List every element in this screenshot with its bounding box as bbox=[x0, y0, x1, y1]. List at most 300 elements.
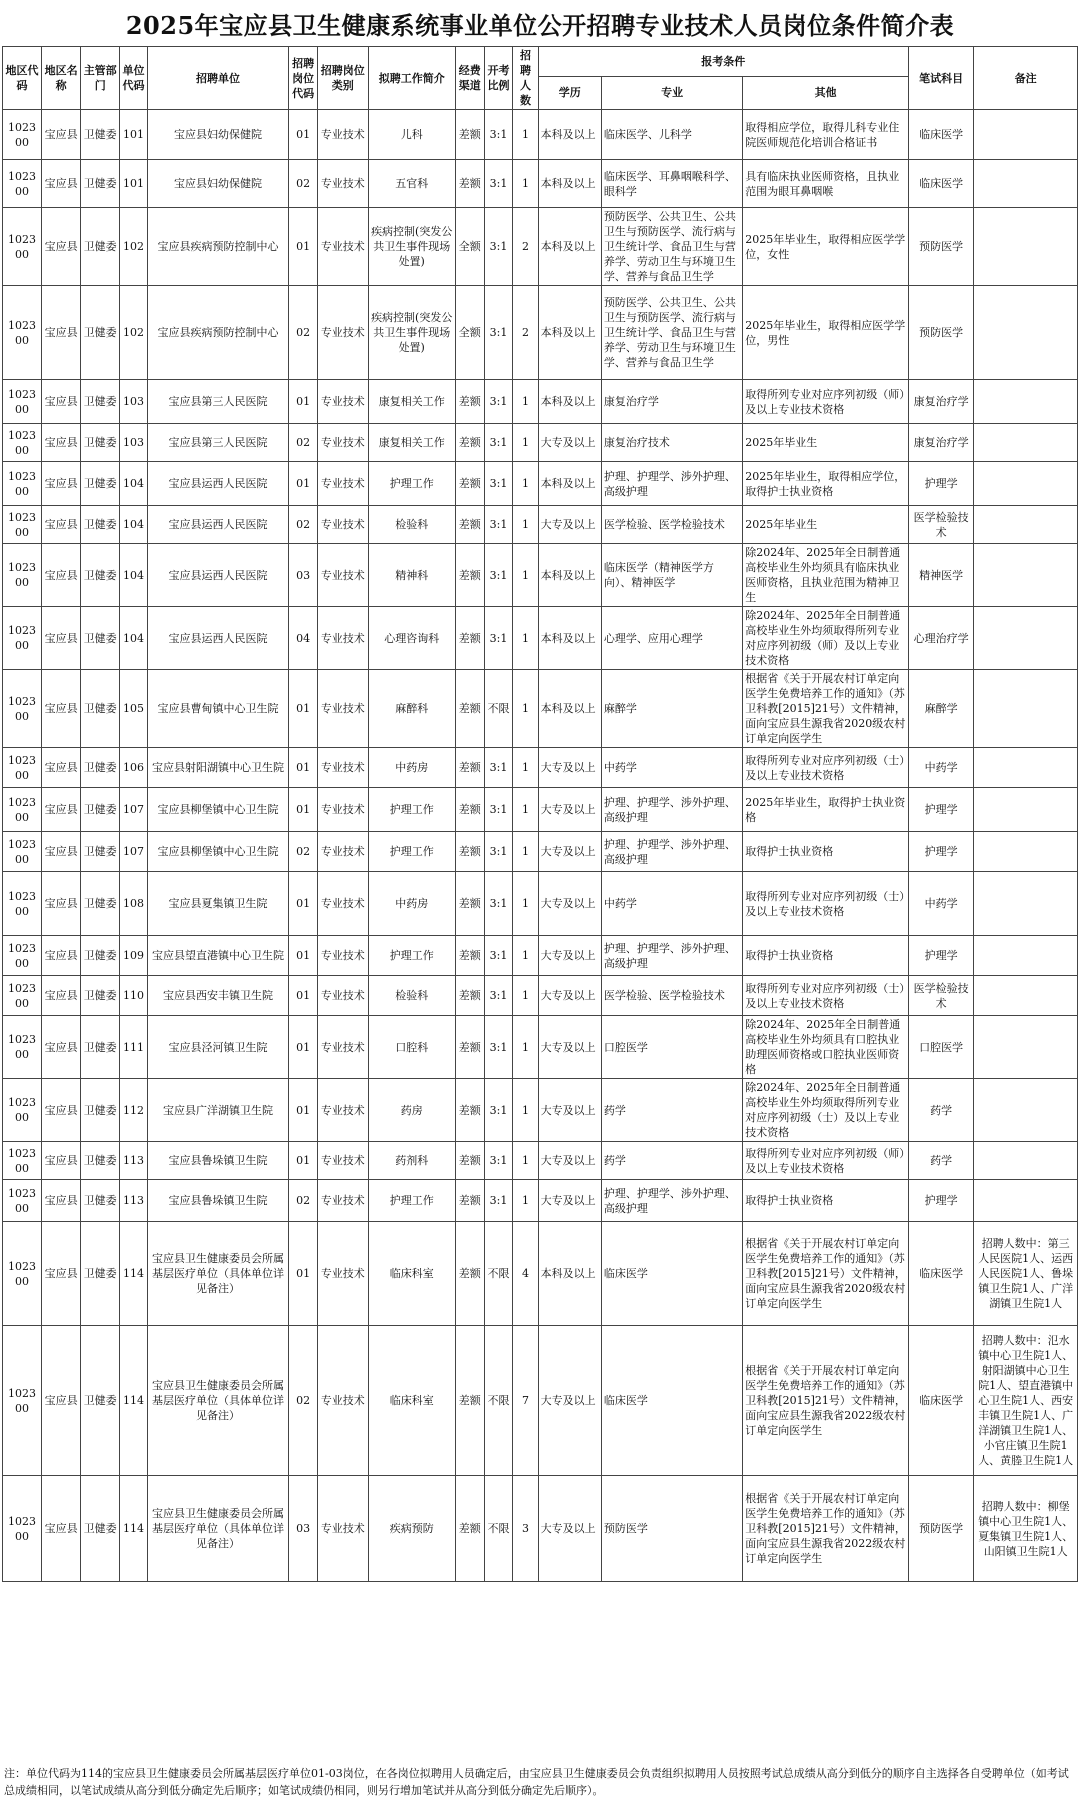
cell-education: 大专及以上 bbox=[538, 1326, 601, 1476]
table-row bbox=[3, 1016, 1078, 1079]
cell-count: 1 bbox=[513, 1079, 538, 1142]
cell-remark bbox=[974, 748, 1078, 788]
cell-count: 1 bbox=[513, 872, 538, 936]
table-row bbox=[3, 1326, 1078, 1476]
table-row bbox=[3, 506, 1078, 544]
cell-exam: 临床医学 bbox=[908, 1222, 974, 1326]
cell-unit-code: 104 bbox=[120, 544, 148, 607]
cell-ratio: 3:1 bbox=[484, 936, 513, 976]
table-row bbox=[3, 160, 1078, 208]
cell-ratio: 3:1 bbox=[484, 208, 513, 286]
cell-education: 大专及以上 bbox=[538, 1142, 601, 1180]
cell-work: 检验科 bbox=[368, 976, 455, 1016]
cell-education: 本科及以上 bbox=[538, 110, 601, 160]
cell-other: 除2024年、2025年全日制普通高校毕业生外均须具有临床执业医师资格，且执业范围为精神卫生 bbox=[743, 544, 909, 607]
cell-remark bbox=[974, 872, 1078, 936]
cell-education: 大专及以上 bbox=[538, 424, 601, 462]
cell-department: 卫健委 bbox=[81, 208, 120, 286]
header-department: 主管部门 bbox=[81, 47, 120, 110]
cell-region-name: 宝应县 bbox=[42, 462, 81, 506]
cell-major: 中药学 bbox=[601, 748, 742, 788]
cell-region-name: 宝应县 bbox=[42, 160, 81, 208]
cell-region-code: 102300 bbox=[3, 1222, 42, 1326]
cell-region-name: 宝应县 bbox=[42, 1222, 81, 1326]
cell-major: 护理、护理学、涉外护理、高级护理 bbox=[601, 936, 742, 976]
cell-unit-code: 113 bbox=[120, 1180, 148, 1222]
cell-funding: 差额 bbox=[455, 832, 484, 872]
cell-unit: 宝应县疾病预防控制中心 bbox=[147, 286, 288, 380]
cell-ratio: 3:1 bbox=[484, 1079, 513, 1142]
table-row bbox=[3, 1222, 1078, 1326]
cell-region-code: 102300 bbox=[3, 424, 42, 462]
cell-unit: 宝应县望直港镇中心卫生院 bbox=[147, 936, 288, 976]
cell-education: 大专及以上 bbox=[538, 1016, 601, 1079]
cell-other: 除2024年、2025年全日制普通高校毕业生外均须取得所列专业对应序列初级（师）及以上专业技术资格 bbox=[743, 607, 909, 670]
cell-region-name: 宝应县 bbox=[42, 1142, 81, 1180]
cell-funding: 全额 bbox=[455, 286, 484, 380]
cell-unit-code: 104 bbox=[120, 462, 148, 506]
cell-unit: 宝应县曹甸镇中心卫生院 bbox=[147, 670, 288, 748]
cell-exam: 护理学 bbox=[908, 788, 974, 832]
cell-ratio: 3:1 bbox=[484, 976, 513, 1016]
cell-post-type: 专业技术 bbox=[317, 110, 368, 160]
cell-ratio: 不限 bbox=[484, 1476, 513, 1582]
cell-region-code: 102300 bbox=[3, 1180, 42, 1222]
cell-education: 大专及以上 bbox=[538, 872, 601, 936]
cell-other: 具有临床执业医师资格，且执业范围为眼耳鼻咽喉 bbox=[743, 160, 909, 208]
cell-work: 护理工作 bbox=[368, 1180, 455, 1222]
cell-work: 检验科 bbox=[368, 506, 455, 544]
cell-region-name: 宝应县 bbox=[42, 976, 81, 1016]
cell-remark bbox=[974, 110, 1078, 160]
cell-unit-code: 101 bbox=[120, 110, 148, 160]
cell-education: 本科及以上 bbox=[538, 544, 601, 607]
table-row bbox=[3, 1476, 1078, 1582]
cell-post-type: 专业技术 bbox=[317, 832, 368, 872]
cell-region-name: 宝应县 bbox=[42, 1016, 81, 1079]
cell-major: 口腔医学 bbox=[601, 1016, 742, 1079]
cell-region-code: 102300 bbox=[3, 1016, 42, 1079]
cell-post-type: 专业技术 bbox=[317, 208, 368, 286]
cell-remark bbox=[974, 976, 1078, 1016]
cell-region-name: 宝应县 bbox=[42, 670, 81, 748]
cell-remark bbox=[974, 286, 1078, 380]
cell-funding: 差额 bbox=[455, 1079, 484, 1142]
cell-work: 康复相关工作 bbox=[368, 424, 455, 462]
cell-department: 卫健委 bbox=[81, 160, 120, 208]
cell-major: 心理学、应用心理学 bbox=[601, 607, 742, 670]
cell-remark bbox=[974, 670, 1078, 748]
cell-other: 取得所列专业对应序列初级（士）及以上专业技术资格 bbox=[743, 976, 909, 1016]
cell-education: 本科及以上 bbox=[538, 286, 601, 380]
cell-unit: 宝应县卫生健康委员会所属基层医疗单位（具体单位详见备注） bbox=[147, 1222, 288, 1326]
cell-major: 临床医学 bbox=[601, 1222, 742, 1326]
cell-ratio: 3:1 bbox=[484, 832, 513, 872]
cell-work: 口腔科 bbox=[368, 1016, 455, 1079]
cell-remark bbox=[974, 1016, 1078, 1079]
cell-education: 本科及以上 bbox=[538, 462, 601, 506]
cell-unit-code: 104 bbox=[120, 607, 148, 670]
cell-major: 医学检验、医学检验技术 bbox=[601, 506, 742, 544]
cell-region-name: 宝应县 bbox=[42, 424, 81, 462]
cell-ratio: 3:1 bbox=[484, 748, 513, 788]
cell-unit: 宝应县运西人民医院 bbox=[147, 607, 288, 670]
cell-post-code: 02 bbox=[289, 1180, 318, 1222]
cell-funding: 差额 bbox=[455, 462, 484, 506]
cell-ratio: 3:1 bbox=[484, 1142, 513, 1180]
cell-unit: 宝应县卫生健康委员会所属基层医疗单位（具体单位详见备注） bbox=[147, 1476, 288, 1582]
cell-other: 根据省《关于开展农村订单定向医学生免费培养工作的通知》（苏卫科教[2015]21号）文件精神，面向宝应县生源我省2020级农村订单定向医学生 bbox=[743, 1222, 909, 1326]
cell-funding: 全额 bbox=[455, 208, 484, 286]
cell-ratio: 不限 bbox=[484, 1326, 513, 1476]
table-row bbox=[3, 1142, 1078, 1180]
cell-remark bbox=[974, 832, 1078, 872]
header-count: 招聘人数 bbox=[513, 47, 538, 110]
cell-work: 临床科室 bbox=[368, 1326, 455, 1476]
cell-remark bbox=[974, 1079, 1078, 1142]
cell-major: 康复治疗技术 bbox=[601, 424, 742, 462]
cell-exam: 中药学 bbox=[908, 748, 974, 788]
cell-department: 卫健委 bbox=[81, 1142, 120, 1180]
cell-funding: 差额 bbox=[455, 788, 484, 832]
cell-post-type: 专业技术 bbox=[317, 1079, 368, 1142]
cell-count: 1 bbox=[513, 462, 538, 506]
cell-exam: 中药学 bbox=[908, 872, 974, 936]
table-row bbox=[3, 832, 1078, 872]
cell-remark bbox=[974, 936, 1078, 976]
cell-unit-code: 114 bbox=[120, 1326, 148, 1476]
cell-region-name: 宝应县 bbox=[42, 544, 81, 607]
cell-funding: 差额 bbox=[455, 1180, 484, 1222]
cell-post-code: 01 bbox=[289, 1016, 318, 1079]
cell-exam: 康复治疗学 bbox=[908, 424, 974, 462]
cell-work: 儿科 bbox=[368, 110, 455, 160]
cell-work: 中药房 bbox=[368, 748, 455, 788]
cell-ratio: 3:1 bbox=[484, 286, 513, 380]
cell-funding: 差额 bbox=[455, 936, 484, 976]
cell-count: 1 bbox=[513, 110, 538, 160]
cell-education: 本科及以上 bbox=[538, 1222, 601, 1326]
cell-unit: 宝应县鲁垛镇卫生院 bbox=[147, 1180, 288, 1222]
cell-count: 1 bbox=[513, 936, 538, 976]
cell-other: 2025年毕业生，取得相应学位，取得护士执业资格 bbox=[743, 462, 909, 506]
cell-department: 卫健委 bbox=[81, 1476, 120, 1582]
cell-post-type: 专业技术 bbox=[317, 462, 368, 506]
cell-unit: 宝应县运西人民医院 bbox=[147, 544, 288, 607]
cell-count: 1 bbox=[513, 160, 538, 208]
cell-region-name: 宝应县 bbox=[42, 286, 81, 380]
cell-ratio: 不限 bbox=[484, 670, 513, 748]
cell-region-code: 102300 bbox=[3, 1476, 42, 1582]
cell-post-code: 01 bbox=[289, 670, 318, 748]
cell-other: 2025年毕业生，取得相应医学学位，女性 bbox=[743, 208, 909, 286]
cell-post-code: 02 bbox=[289, 506, 318, 544]
cell-department: 卫健委 bbox=[81, 976, 120, 1016]
cell-department: 卫健委 bbox=[81, 286, 120, 380]
cell-ratio: 3:1 bbox=[484, 788, 513, 832]
cell-department: 卫健委 bbox=[81, 1180, 120, 1222]
cell-education: 大专及以上 bbox=[538, 1476, 601, 1582]
cell-other: 2025年毕业生 bbox=[743, 424, 909, 462]
cell-exam: 医学检验技术 bbox=[908, 506, 974, 544]
cell-region-code: 102300 bbox=[3, 208, 42, 286]
cell-unit: 宝应县第三人民医院 bbox=[147, 424, 288, 462]
cell-unit-code: 105 bbox=[120, 670, 148, 748]
cell-remark bbox=[974, 1142, 1078, 1180]
cell-work: 心理咨询科 bbox=[368, 607, 455, 670]
table-row bbox=[3, 976, 1078, 1016]
table-row bbox=[3, 936, 1078, 976]
cell-post-code: 01 bbox=[289, 872, 318, 936]
cell-region-code: 102300 bbox=[3, 1079, 42, 1142]
cell-work: 护理工作 bbox=[368, 462, 455, 506]
cell-unit-code: 102 bbox=[120, 286, 148, 380]
header-conditions: 报考条件 bbox=[538, 47, 908, 77]
cell-education: 本科及以上 bbox=[538, 670, 601, 748]
cell-unit-code: 113 bbox=[120, 1142, 148, 1180]
cell-remark bbox=[974, 506, 1078, 544]
cell-post-code: 01 bbox=[289, 380, 318, 424]
cell-remark bbox=[974, 160, 1078, 208]
cell-exam: 临床医学 bbox=[908, 160, 974, 208]
table-row bbox=[3, 380, 1078, 424]
cell-post-type: 专业技术 bbox=[317, 788, 368, 832]
cell-major: 临床医学、儿科学 bbox=[601, 110, 742, 160]
cell-funding: 差额 bbox=[455, 748, 484, 788]
cell-unit: 宝应县疾病预防控制中心 bbox=[147, 208, 288, 286]
cell-major: 临床医学 bbox=[601, 1326, 742, 1476]
cell-region-name: 宝应县 bbox=[42, 380, 81, 424]
cell-other: 2025年毕业生，取得相应医学学位，男性 bbox=[743, 286, 909, 380]
cell-ratio: 3:1 bbox=[484, 872, 513, 936]
cell-unit: 宝应县射阳湖镇中心卫生院 bbox=[147, 748, 288, 788]
cell-work: 五官科 bbox=[368, 160, 455, 208]
cell-unit-code: 108 bbox=[120, 872, 148, 936]
header-major: 专业 bbox=[601, 76, 742, 109]
cell-unit: 宝应县柳堡镇中心卫生院 bbox=[147, 788, 288, 832]
cell-department: 卫健委 bbox=[81, 788, 120, 832]
cell-remark bbox=[974, 424, 1078, 462]
table-row bbox=[3, 462, 1078, 506]
cell-count: 1 bbox=[513, 976, 538, 1016]
cell-exam: 预防医学 bbox=[908, 1476, 974, 1582]
cell-remark: 招聘人数中：第三人民医院1人、运西人民医院1人、鲁垛镇卫生院1人、广洋湖镇卫生院1人 bbox=[974, 1222, 1078, 1326]
cell-other: 除2024年、2025年全日制普通高校毕业生外均须具有口腔执业助理医师资格或口腔执业医师资格 bbox=[743, 1016, 909, 1079]
cell-remark bbox=[974, 462, 1078, 506]
table-row bbox=[3, 424, 1078, 462]
cell-education: 本科及以上 bbox=[538, 208, 601, 286]
cell-post-code: 02 bbox=[289, 286, 318, 380]
cell-exam: 预防医学 bbox=[908, 286, 974, 380]
cell-region-code: 102300 bbox=[3, 544, 42, 607]
cell-unit: 宝应县鲁垛镇卫生院 bbox=[147, 1142, 288, 1180]
cell-major: 预防医学 bbox=[601, 1476, 742, 1582]
cell-post-type: 专业技术 bbox=[317, 1180, 368, 1222]
cell-count: 1 bbox=[513, 380, 538, 424]
cell-exam: 护理学 bbox=[908, 936, 974, 976]
cell-funding: 差额 bbox=[455, 670, 484, 748]
cell-count: 1 bbox=[513, 748, 538, 788]
cell-region-code: 102300 bbox=[3, 110, 42, 160]
cell-work: 药房 bbox=[368, 1079, 455, 1142]
cell-funding: 差额 bbox=[455, 976, 484, 1016]
table-row bbox=[3, 748, 1078, 788]
cell-post-type: 专业技术 bbox=[317, 160, 368, 208]
cell-other: 取得护士执业资格 bbox=[743, 936, 909, 976]
cell-department: 卫健委 bbox=[81, 1326, 120, 1476]
cell-major: 护理、护理学、涉外护理、高级护理 bbox=[601, 1180, 742, 1222]
cell-department: 卫健委 bbox=[81, 832, 120, 872]
cell-other: 根据省《关于开展农村订单定向医学生免费培养工作的通知》（苏卫科教[2015]21号）文件精神，面向宝应县生源我省2020级农村订单定向医学生 bbox=[743, 670, 909, 748]
cell-region-code: 102300 bbox=[3, 976, 42, 1016]
cell-post-code: 01 bbox=[289, 208, 318, 286]
cell-unit-code: 109 bbox=[120, 936, 148, 976]
cell-education: 本科及以上 bbox=[538, 380, 601, 424]
cell-post-code: 01 bbox=[289, 788, 318, 832]
cell-post-code: 01 bbox=[289, 462, 318, 506]
cell-region-code: 102300 bbox=[3, 1326, 42, 1476]
cell-ratio: 3:1 bbox=[484, 380, 513, 424]
cell-unit-code: 101 bbox=[120, 160, 148, 208]
cell-post-type: 专业技术 bbox=[317, 1326, 368, 1476]
cell-education: 大专及以上 bbox=[538, 1079, 601, 1142]
cell-region-code: 102300 bbox=[3, 872, 42, 936]
cell-unit-code: 107 bbox=[120, 832, 148, 872]
cell-other: 取得所列专业对应序列初级（士）及以上专业技术资格 bbox=[743, 748, 909, 788]
cell-major: 麻醉学 bbox=[601, 670, 742, 748]
cell-exam: 护理学 bbox=[908, 1180, 974, 1222]
cell-education: 大专及以上 bbox=[538, 748, 601, 788]
cell-education: 大专及以上 bbox=[538, 832, 601, 872]
cell-major: 护理、护理学、涉外护理、高级护理 bbox=[601, 788, 742, 832]
cell-post-type: 专业技术 bbox=[317, 286, 368, 380]
cell-post-type: 专业技术 bbox=[317, 1142, 368, 1180]
cell-funding: 差额 bbox=[455, 1326, 484, 1476]
cell-post-code: 01 bbox=[289, 1079, 318, 1142]
cell-other: 2025年毕业生 bbox=[743, 506, 909, 544]
header-post-code: 招聘岗位代码 bbox=[289, 47, 318, 110]
cell-exam: 心理治疗学 bbox=[908, 607, 974, 670]
cell-department: 卫健委 bbox=[81, 1222, 120, 1326]
cell-exam: 临床医学 bbox=[908, 110, 974, 160]
cell-post-type: 专业技术 bbox=[317, 607, 368, 670]
cell-department: 卫健委 bbox=[81, 1016, 120, 1079]
cell-count: 1 bbox=[513, 607, 538, 670]
cell-region-code: 102300 bbox=[3, 832, 42, 872]
cell-region-code: 102300 bbox=[3, 607, 42, 670]
table-row bbox=[3, 788, 1078, 832]
cell-other: 根据省《关于开展农村订单定向医学生免费培养工作的通知》（苏卫科教[2015]21号）文件精神，面向宝应县生源我省2022级农村订单定向医学生 bbox=[743, 1476, 909, 1582]
cell-exam: 医学检验技术 bbox=[908, 976, 974, 1016]
cell-work: 中药房 bbox=[368, 872, 455, 936]
header-education: 学历 bbox=[538, 76, 601, 109]
cell-post-code: 02 bbox=[289, 424, 318, 462]
cell-funding: 差额 bbox=[455, 424, 484, 462]
cell-remark bbox=[974, 544, 1078, 607]
header-unit: 招聘单位 bbox=[147, 47, 288, 110]
cell-remark bbox=[974, 380, 1078, 424]
cell-post-code: 01 bbox=[289, 1142, 318, 1180]
cell-post-code: 02 bbox=[289, 1326, 318, 1476]
cell-region-code: 102300 bbox=[3, 462, 42, 506]
cell-count: 1 bbox=[513, 1016, 538, 1079]
cell-unit: 宝应县运西人民医院 bbox=[147, 462, 288, 506]
cell-department: 卫健委 bbox=[81, 872, 120, 936]
cell-work: 护理工作 bbox=[368, 832, 455, 872]
cell-work: 精神科 bbox=[368, 544, 455, 607]
cell-education: 大专及以上 bbox=[538, 976, 601, 1016]
cell-region-name: 宝应县 bbox=[42, 1079, 81, 1142]
cell-major: 护理、护理学、涉外护理、高级护理 bbox=[601, 832, 742, 872]
table-row bbox=[3, 544, 1078, 607]
cell-count: 3 bbox=[513, 1476, 538, 1582]
cell-ratio: 3:1 bbox=[484, 1016, 513, 1079]
cell-work: 护理工作 bbox=[368, 788, 455, 832]
table-row bbox=[3, 1180, 1078, 1222]
cell-remark bbox=[974, 208, 1078, 286]
cell-work: 麻醉科 bbox=[368, 670, 455, 748]
cell-post-code: 01 bbox=[289, 110, 318, 160]
cell-education: 大专及以上 bbox=[538, 788, 601, 832]
cell-department: 卫健委 bbox=[81, 748, 120, 788]
table-row bbox=[3, 872, 1078, 936]
cell-region-name: 宝应县 bbox=[42, 936, 81, 976]
cell-department: 卫健委 bbox=[81, 462, 120, 506]
cell-other: 取得相应学位，取得儿科专业住院医师规范化培训合格证书 bbox=[743, 110, 909, 160]
cell-unit-code: 103 bbox=[120, 424, 148, 462]
cell-count: 2 bbox=[513, 208, 538, 286]
table-row bbox=[3, 670, 1078, 748]
cell-region-name: 宝应县 bbox=[42, 748, 81, 788]
cell-major: 预防医学、公共卫生、公共卫生与预防医学、流行病与卫生统计学、食品卫生与营养学、劳动卫生与环境卫生学、营养与食品卫生学 bbox=[601, 208, 742, 286]
cell-unit-code: 111 bbox=[120, 1016, 148, 1079]
cell-ratio: 3:1 bbox=[484, 544, 513, 607]
cell-other: 取得所列专业对应序列初级（师）及以上专业技术资格 bbox=[743, 380, 909, 424]
cell-region-name: 宝应县 bbox=[42, 832, 81, 872]
cell-unit: 宝应县第三人民医院 bbox=[147, 380, 288, 424]
cell-count: 1 bbox=[513, 544, 538, 607]
header-remark: 备注 bbox=[974, 47, 1078, 110]
cell-region-name: 宝应县 bbox=[42, 607, 81, 670]
cell-post-type: 专业技术 bbox=[317, 1222, 368, 1326]
cell-other: 取得所列专业对应序列初级（士）及以上专业技术资格 bbox=[743, 872, 909, 936]
cell-major: 药学 bbox=[601, 1079, 742, 1142]
cell-department: 卫健委 bbox=[81, 110, 120, 160]
cell-unit: 宝应县妇幼保健院 bbox=[147, 110, 288, 160]
cell-work: 临床科室 bbox=[368, 1222, 455, 1326]
cell-department: 卫健委 bbox=[81, 424, 120, 462]
cell-work: 疾病预防 bbox=[368, 1476, 455, 1582]
cell-unit: 宝应县柳堡镇中心卫生院 bbox=[147, 832, 288, 872]
cell-exam: 预防医学 bbox=[908, 208, 974, 286]
cell-post-type: 专业技术 bbox=[317, 976, 368, 1016]
cell-post-type: 专业技术 bbox=[317, 544, 368, 607]
cell-education: 大专及以上 bbox=[538, 936, 601, 976]
cell-funding: 差额 bbox=[455, 1016, 484, 1079]
cell-unit-code: 103 bbox=[120, 380, 148, 424]
cell-count: 4 bbox=[513, 1222, 538, 1326]
cell-major: 临床医学、耳鼻咽喉科学、眼科学 bbox=[601, 160, 742, 208]
table-row bbox=[3, 110, 1078, 160]
recruitment-table bbox=[2, 46, 1078, 1582]
cell-region-name: 宝应县 bbox=[42, 208, 81, 286]
cell-ratio: 3:1 bbox=[484, 607, 513, 670]
cell-region-code: 102300 bbox=[3, 936, 42, 976]
cell-unit: 宝应县泾河镇卫生院 bbox=[147, 1016, 288, 1079]
cell-exam: 精神医学 bbox=[908, 544, 974, 607]
cell-region-code: 102300 bbox=[3, 670, 42, 748]
cell-major: 临床医学（精神医学方向）、精神医学 bbox=[601, 544, 742, 607]
